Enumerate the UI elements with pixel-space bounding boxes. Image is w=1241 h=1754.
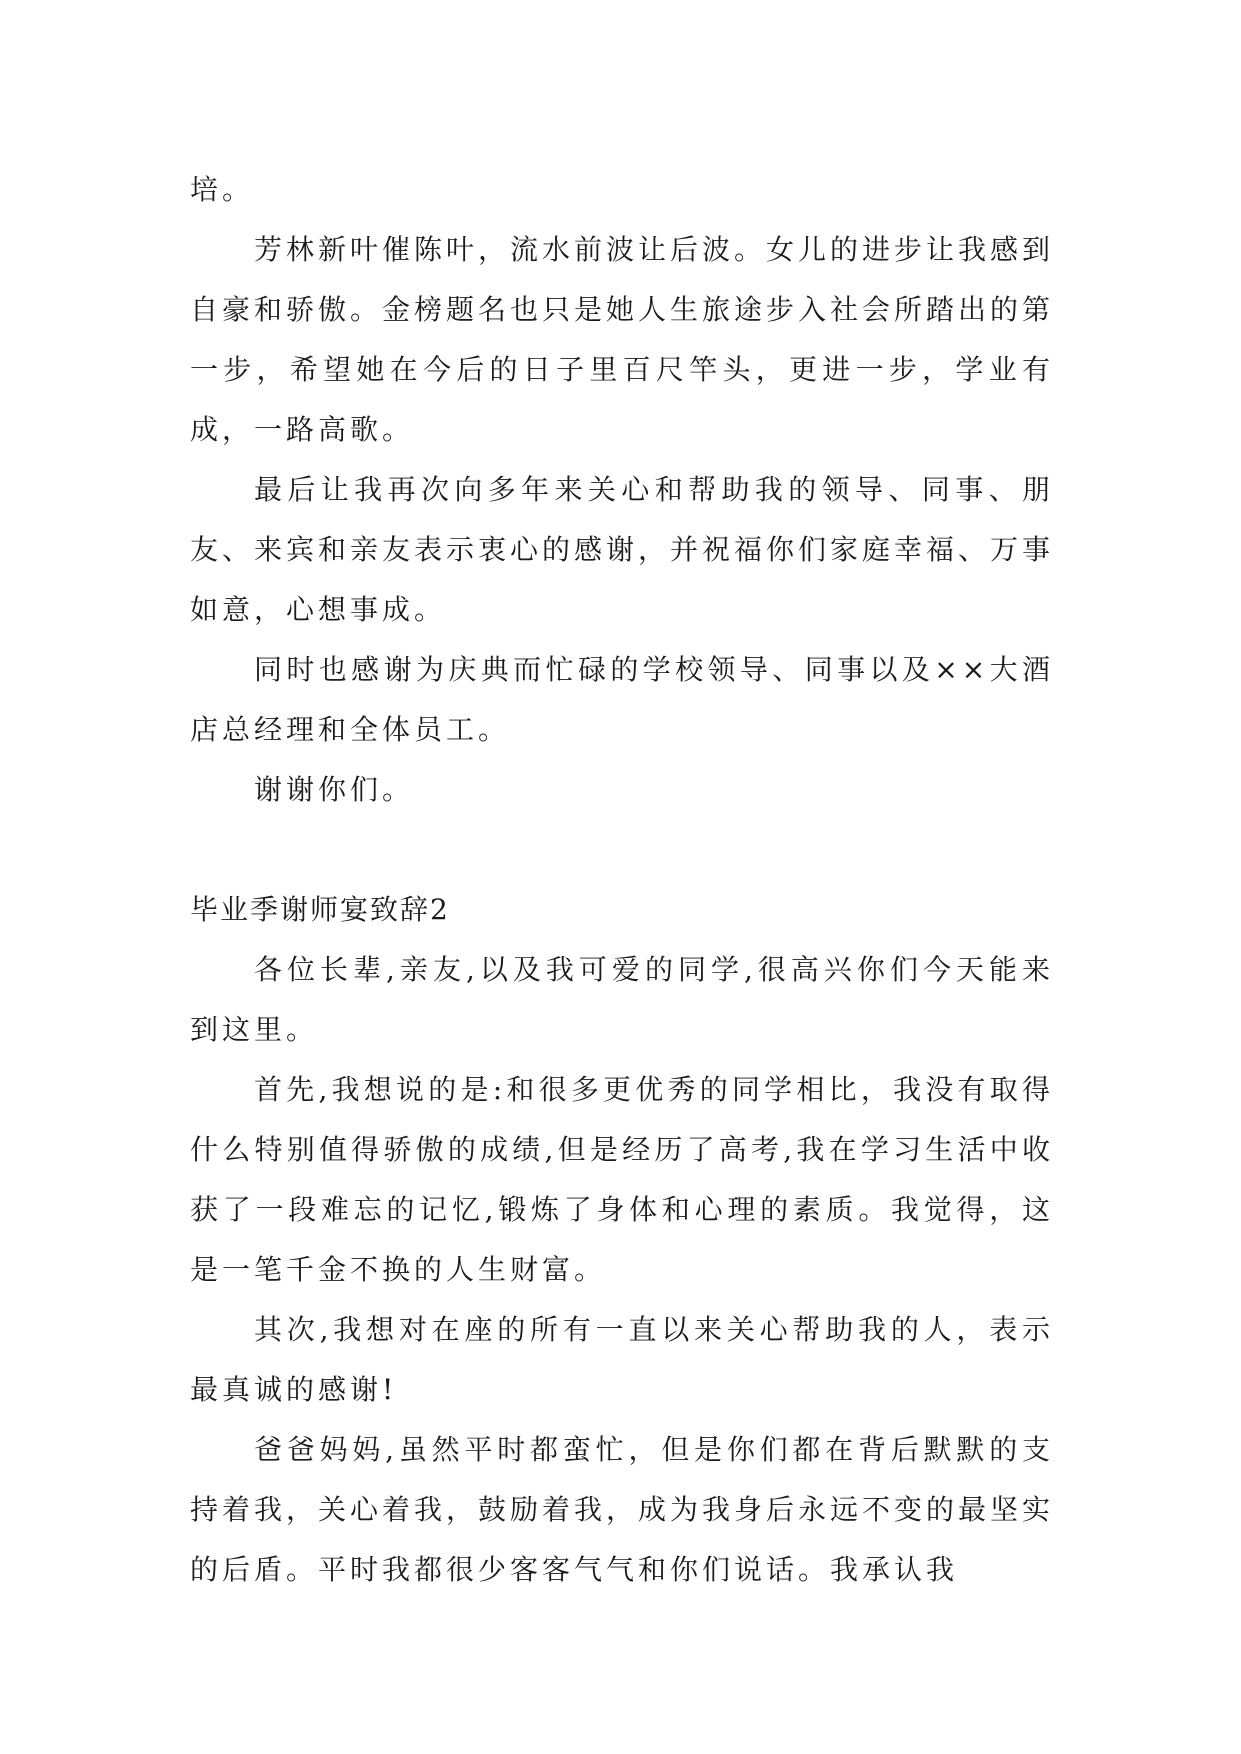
document-body	[190, 160, 1054, 1600]
paragraph: 各位长辈,亲友,以及我可爱的同学,很高兴你们今天能来到这里。	[190, 953, 1054, 1046]
paragraph: 同时也感谢为庆典而忙碌的学校领导、同事以及××大酒店总经理和全体员工。	[190, 653, 1054, 746]
continuation-text: 培。	[190, 173, 255, 206]
section-heading: 毕业季谢师宴致辞2	[190, 893, 450, 926]
paragraph: 首先,我想说的是:和很多更优秀的同学相比，我没有取得什么特别值得骄傲的成绩,但是经历了高考,我在学习生活中收获了一段难忘的记忆,锻炼了身体和心理的素质。我觉得，这是一笔千金不换的人生财富。	[190, 1073, 1054, 1286]
paragraph: 芳林新叶催陈叶，流水前波让后波。女儿的进步让我感到自豪和骄傲。金榜题名也只是她人生旅途步入社会所踏出的第一步，希望她在今后的日子里百尺竿头，更进一步，学业有成，一路高歌。	[190, 233, 1055, 446]
paragraph: 谢谢你们。	[254, 773, 415, 806]
paragraph: 最后让我再次向多年来关心和帮助我的领导、同事、朋友、来宾和亲友表示衷心的感谢，并祝福你们家庭幸福、万事如意，心想事成。	[190, 473, 1055, 626]
paragraph: 其次,我想对在座的所有一直以来关心帮助我的人，表示最真诚的感谢!	[190, 1313, 1054, 1406]
paragraph: 爸爸妈妈,虽然平时都蛮忙，但是你们都在背后默默的支持着我，关心着我，鼓励着我，成为我身后永远不变的最坚实的后盾。平时我都很少客客气气和你们说话。我承认我	[190, 1433, 1055, 1586]
